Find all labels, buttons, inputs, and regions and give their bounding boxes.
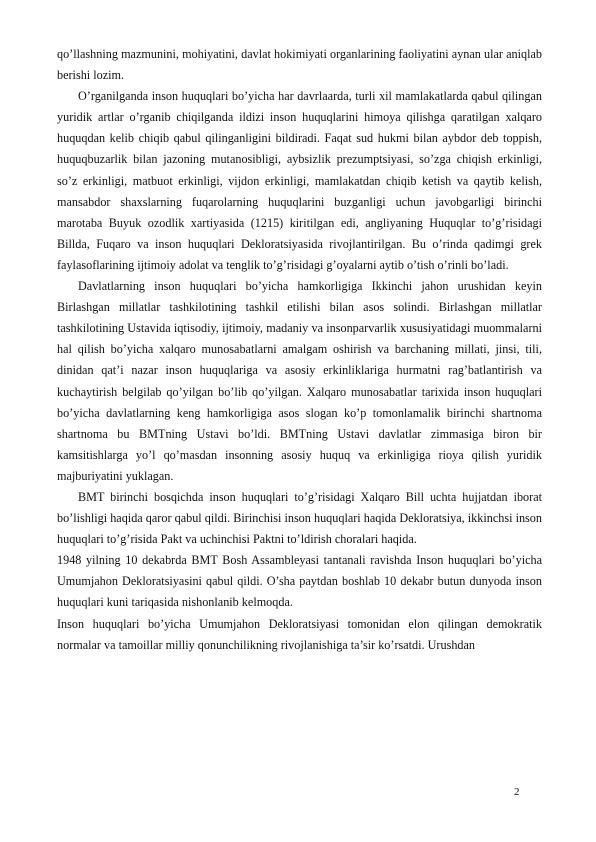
paragraph-legal-acts: O’rganilganda inson huquqlari bo’yicha har davrlaarda, turli xil mamlakatlarda qabul qilingan yuridik artlar o’rganib chiqilganda ildizi inson huquqlarini himoya qilishga qaratilgan xalqaro huquqdan kelib chiqib qabul qilinganligini bildiradi. Faqat sud hukmi bilan aybdor deb toppish, huquqbuzarlik bilan jazoning mutanosibligi, aybsizlik prezumptsiyasi, so’zga chiqish erkinligi, so’z erkinligi, matbuot erkinligi, vijdon erkinligi, mamlakatdan chiqib ketish va qaytib kelish, mansabdor shaxslarning fuqarolarning huquqlarini buzganligi uchun javobgarligi birinchi marotaba Buyuk ozodlik xartiyasida (1215) kiritilgan edi, angliyaning Huquqlar to’g’risidagi Billda, Fuqaro va inson huquqlari Dekloratsiyasida rivojlantirilgan. Bu o’rinda qadimgi grek faylasoflarining ijtimoiy adolat va tenglik to’g’risidagi g’oyalarni aytib o’tish o’rinli bo’ladi. [57, 89, 542, 272]
page-number: 2 [514, 786, 520, 798]
paragraph-continuation: qo’llashning mazmunini, mohiyatini, davlat hokimiyati organlarining faoliyatini aynan ular aniqlab berishi lozim. [57, 47, 542, 83]
paragraph-international-bill: BMT birinchi bosqichda inson huquqlari to’g’risidagi Xalqaro Bill uchta hujjatdan iborat bo’lishligi haqida qaror qabul qildi. Birinchisi inson huquqlari haqida Dekloratsiya, ikkinchsi inson huquqlari to’g’risida Pakt va uchinchisi Paktni to’ldirish choralari haqida. [57, 489, 542, 547]
document-page [57, 44, 542, 656]
paragraph-1948-declaration: 1948 yilning 10 dekabrda BMT Bosh Assambleyasi tantanali ravishda Inson huquqlari bo’yicha Umumjahon Dekloratsiyasini qabul qildi. O’sha paytdan boshlab 10 dekabr butun dunyoda inson huquqlari kuni tariqasida nishonlanib kelmoqda. [57, 553, 542, 610]
paragraph-un-cooperation: Davlatlarning inson huquqlari bo’yicha hamkorligiga Ikkinchi jahon urushidan keyin Birlashgan millatlar tashkilotining tashkil etilishi bilan asos solindi. Birlashgan millatlar tashkilotining Ustavida iqtisodiy, ijtimoiy, madaniy va insonparvarlik xususiyatidagi muommalarni hal qilish bo’yicha xalqaro munosabatlarni amalgam oshirish va barchaning millati, jinsi, tili, dinidan qat’i nazar inson huquqlariga va asosiy erkinliklariga hurmatni rag’batlantirish va kuchaytirish belgilab qo’yilgan bo’lib qo’yilgan. Xalqaro munosabatlar tarixida inson huquqlari bo’yicha davlatlarning keng hamkorligiga asos slogan ko’p tomonlamalik birinchi shartnoma shartnoma bu BMTning Ustavi bo’ldi. BMTning Ustavi davlatlar zimmasiga biron bir kamsitishlarga yo’l qo’masdan insonning asosiy huquq va erkinligiga rioya qilish yuridik majburiyatini yuklagan. [57, 279, 542, 483]
paragraph-democratic-norms: Inson huquqlari bo’yicha Umumjahon Dekloratsiyasi tomonidan elon qilingan demokratik normalar va tamoillar milliy qonunchilikning rivojlanishiga ta’sir ko’rsatdi. Urushdan [57, 616, 542, 652]
